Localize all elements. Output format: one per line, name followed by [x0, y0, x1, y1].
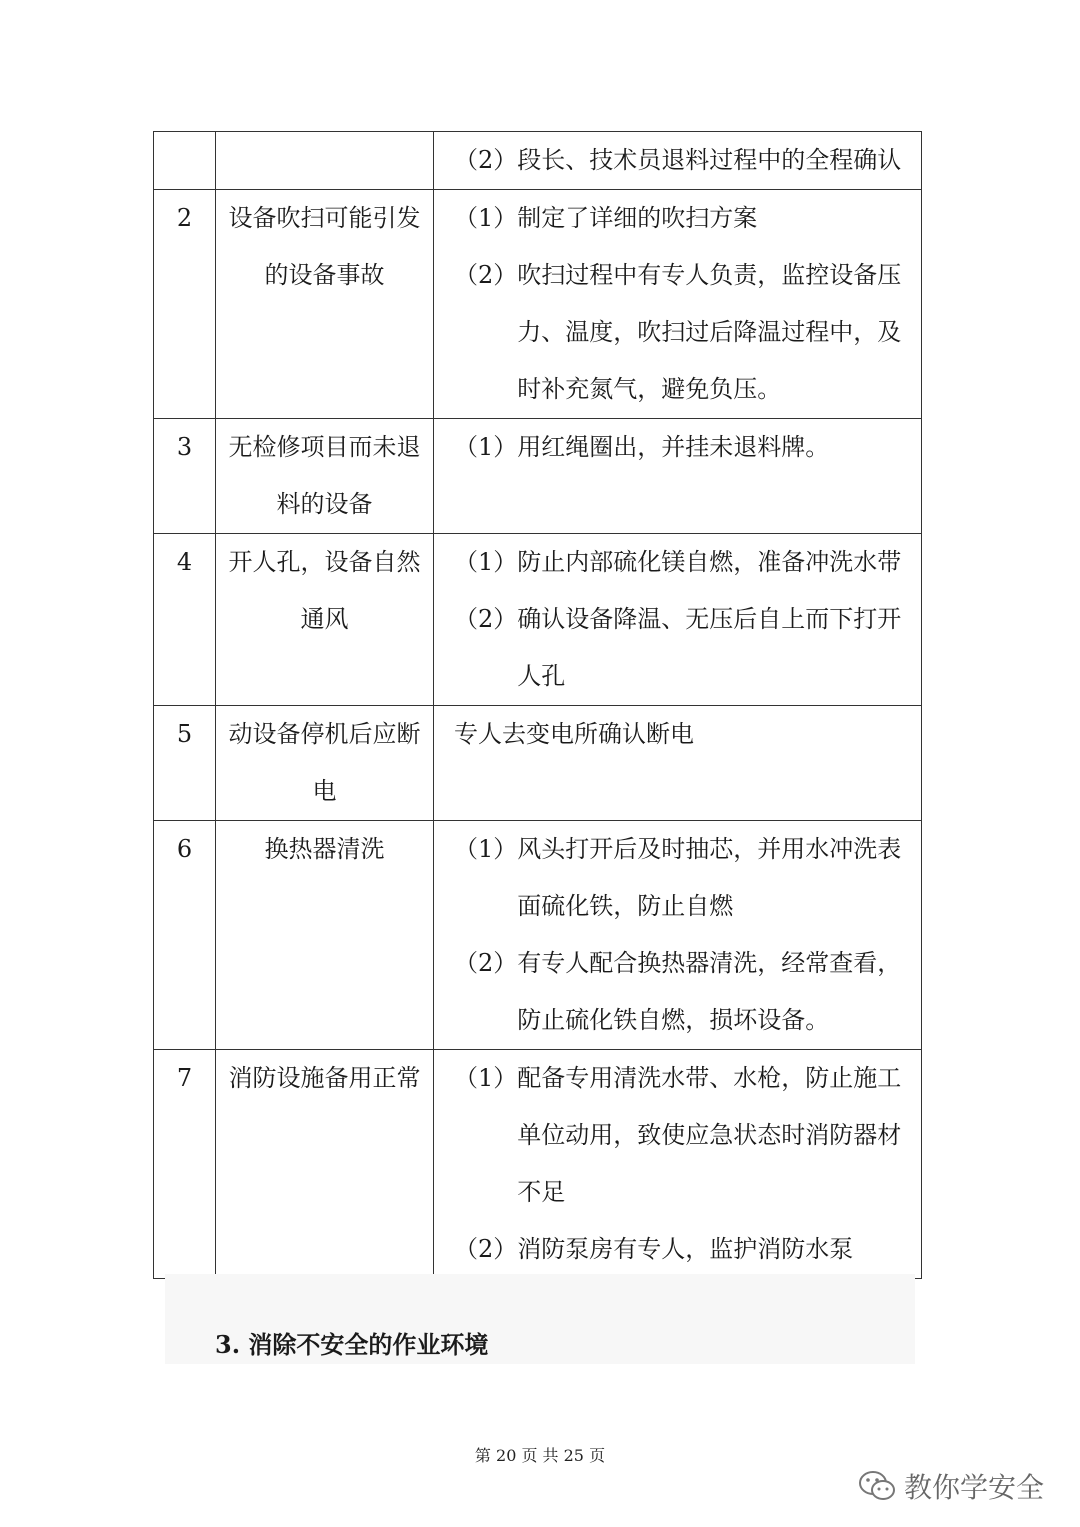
- row-number: 4: [154, 534, 216, 706]
- hazard-item: 设备吹扫可能引发的设备事故: [216, 190, 434, 419]
- hazard-item: 换热器清洗: [216, 821, 434, 1050]
- measure-number: （2）: [454, 146, 518, 174]
- page-number: 第 20 页 共 25 页: [474, 1446, 606, 1465]
- measure-text: 专人去变电所确认断电: [454, 720, 694, 748]
- wechat-icon: [858, 1469, 896, 1503]
- measure-text: 有专人配合换热器清洗，经常查看，防止硫化铁自燃，损坏设备。: [517, 949, 902, 1034]
- measures-cell: [434, 821, 922, 1050]
- measure-item: [454, 419, 907, 476]
- row-number: 7: [154, 1050, 216, 1279]
- row-number: 5: [154, 706, 216, 821]
- row-number: 6: [154, 821, 216, 1050]
- measure-number: （2）: [454, 261, 518, 289]
- measures-cell: [434, 419, 922, 534]
- table-row: [154, 132, 922, 190]
- measure-text: 配备专用清洗水带、水枪，防止施工单位动用，致使应急状态时消防器材不足: [517, 1064, 902, 1206]
- row-number: [154, 132, 216, 190]
- measure-number: （1）: [454, 835, 518, 863]
- measure-item: [454, 591, 907, 705]
- table-row: [154, 534, 922, 706]
- measures-cell: [434, 1050, 922, 1279]
- measure-item: [454, 1050, 907, 1221]
- hazard-item: 消防设施备用正常: [216, 1050, 434, 1279]
- measure-item: [454, 247, 907, 418]
- row-number: 3: [154, 419, 216, 534]
- measure-number: （1）: [454, 548, 518, 576]
- table-row: [154, 706, 922, 821]
- hazard-item: [216, 132, 434, 190]
- measure-text: 段长、技术员退料过程中的全程确认: [517, 146, 902, 174]
- measure-text: 确认设备降温、无压后自上而下打开人孔: [517, 605, 902, 690]
- measure-number: （2）: [454, 1235, 518, 1263]
- measure-text: 风头打开后及时抽芯，并用水冲洗表面硫化铁，防止自燃: [517, 835, 902, 920]
- measures-cell: [434, 132, 922, 190]
- measure-number: （2）: [454, 949, 518, 977]
- watermark-text: 教你学安全: [903, 1471, 1044, 1504]
- measure-number: （1）: [454, 204, 518, 232]
- measure-item: [454, 935, 907, 1049]
- table-row: [154, 419, 922, 534]
- hazard-item: 动设备停机后应断电: [216, 706, 434, 821]
- measure-item: [454, 1221, 907, 1278]
- measures-cell: [434, 534, 922, 706]
- measure-item: [454, 190, 907, 247]
- section-title: 3. 消除不安全的作业环境: [215, 1330, 489, 1359]
- watermark: [858, 1466, 1044, 1506]
- table-row: [154, 821, 922, 1050]
- measure-text: 制定了详细的吹扫方案: [517, 204, 758, 232]
- measure-item: [454, 534, 907, 591]
- measures-table: [153, 131, 922, 1279]
- measure-number: （1）: [454, 433, 518, 461]
- measures-cell: [434, 190, 922, 419]
- measure-text: 消防泵房有专人，监护消防水泵: [517, 1235, 854, 1263]
- measure-text: 防止内部硫化镁自燃，准备冲洗水带: [517, 548, 902, 576]
- table-row: [154, 1050, 922, 1279]
- measure-item: [454, 821, 907, 935]
- hazard-item: 开人孔，设备自然通风: [216, 534, 434, 706]
- measures-cell: [434, 706, 922, 821]
- measure-number: （1）: [454, 1064, 518, 1092]
- measure-number: （2）: [454, 605, 518, 633]
- measure-text: 吹扫过程中有专人负责，监控设备压力、温度，吹扫过后降温过程中，及时补充氮气，避免负压。: [517, 261, 902, 403]
- row-number: 2: [154, 190, 216, 419]
- table-row: [154, 190, 922, 419]
- hazard-item: 无检修项目而未退料的设备: [216, 419, 434, 534]
- measure-item: [454, 706, 907, 763]
- measure-item: [454, 132, 907, 189]
- measure-text: 用红绳圈出，并挂未退料牌。: [517, 433, 830, 461]
